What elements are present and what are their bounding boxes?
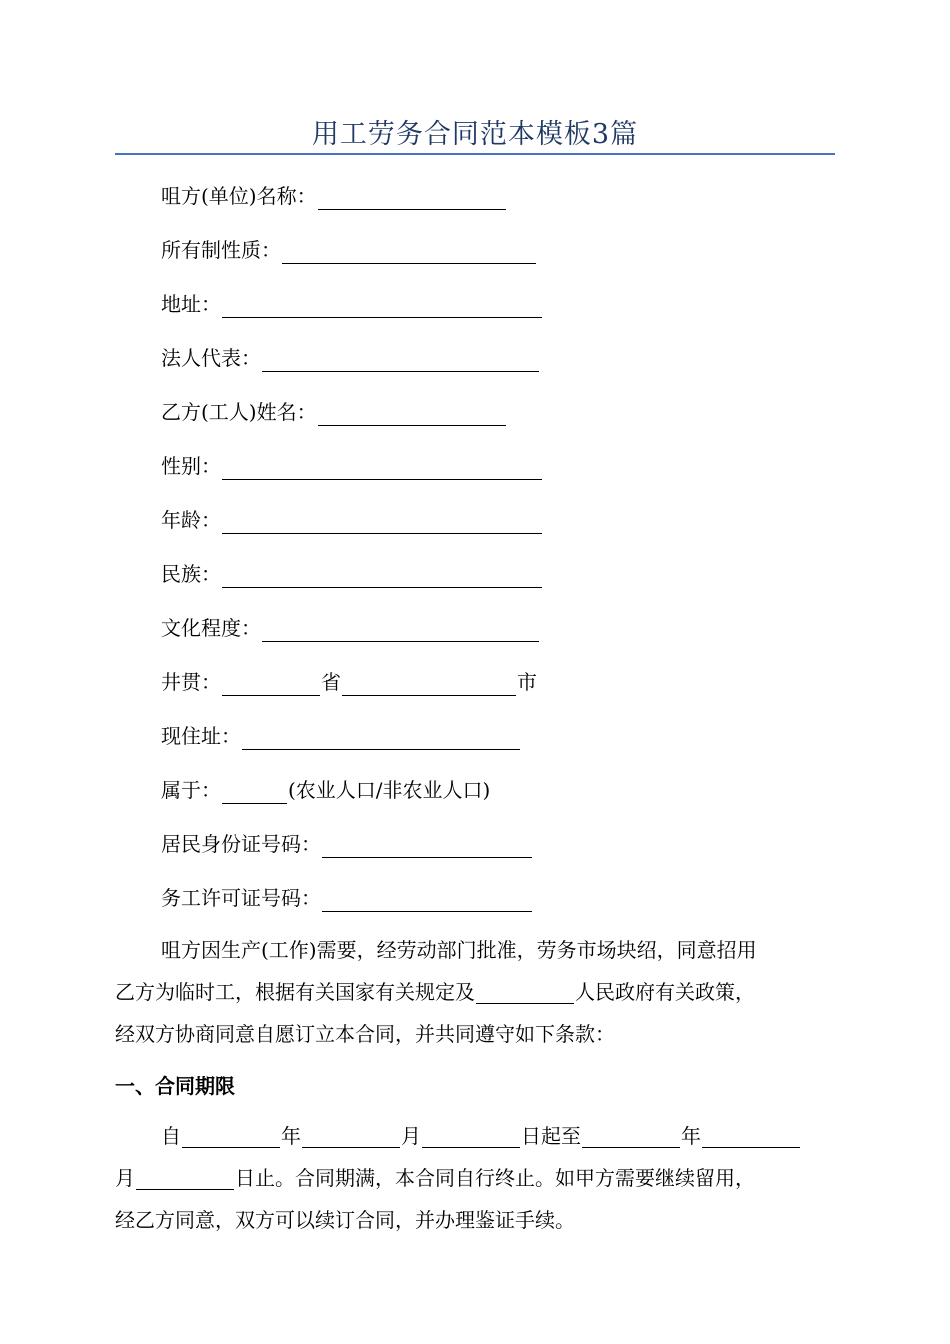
field-education (161, 614, 540, 642)
term-text-2: 日止。合同期满，本合同自行终止。如甲方需要继续留用， (235, 1166, 755, 1190)
label-id-number: 居民身份证号码： (161, 832, 321, 856)
label-city: 市 (517, 670, 537, 694)
term-line-2 (115, 1157, 835, 1199)
blank-start-day[interactable] (422, 1125, 520, 1148)
field-worker-name (161, 398, 507, 426)
field-gender (161, 452, 543, 480)
term-line-1 (115, 1115, 835, 1157)
blank-gender[interactable] (222, 457, 542, 480)
blank-end-month[interactable] (702, 1125, 800, 1148)
field-current-address (161, 722, 521, 750)
field-work-permit (161, 884, 533, 912)
field-id-number (161, 830, 533, 858)
blank-id-number[interactable] (322, 835, 532, 858)
blank-start-month[interactable] (302, 1125, 400, 1148)
term-line-3 (115, 1199, 835, 1241)
label-current-address: 现住址： (161, 724, 241, 748)
term-year2: 年 (681, 1124, 701, 1148)
blank-end-day[interactable] (136, 1167, 234, 1190)
label-worker-name: 乙方(工人)姓名： (161, 400, 317, 424)
belongs-options: (农业人口/非农业人口) (288, 778, 491, 802)
field-belongs-to (161, 776, 490, 804)
label-gender: 性别： (161, 454, 221, 478)
label-belongs-to: 属于： (161, 778, 221, 802)
intro-text-2a: 乙方为临时工，根据有关国家有关规定及 (115, 980, 475, 1004)
blank-province[interactable] (222, 673, 320, 696)
title-underline (115, 153, 835, 155)
label-ethnicity: 民族： (161, 562, 221, 586)
blank-worker-name[interactable] (318, 403, 506, 426)
term-year: 年 (281, 1124, 301, 1148)
blank-employer-name[interactable] (318, 187, 506, 210)
label-education: 文化程度： (161, 616, 261, 640)
blank-age[interactable] (222, 511, 542, 534)
blank-ownership[interactable] (282, 241, 536, 264)
term-text-3: 经乙方同意，双方可以续订合同，并办理鉴证手续。 (115, 1208, 575, 1232)
label-employer-name: 咀方(单位)名称： (161, 184, 317, 208)
blank-ethnicity[interactable] (222, 565, 542, 588)
term-month: 月 (401, 1124, 421, 1148)
field-address (161, 290, 543, 318)
blank-start-year[interactable] (182, 1125, 280, 1148)
blank-government[interactable] (476, 981, 574, 1004)
blank-legal-rep[interactable] (262, 349, 539, 372)
blank-address[interactable] (222, 295, 542, 318)
field-native-place (161, 668, 537, 696)
term-from: 自 (161, 1124, 181, 1148)
label-address: 地址： (161, 292, 221, 316)
label-work-permit: 务工许可证号码： (161, 886, 321, 910)
intro-paragraph (115, 929, 835, 1055)
term-day-to: 日起至 (521, 1124, 581, 1148)
field-employer-name (161, 182, 507, 210)
field-legal-rep (161, 344, 540, 372)
document-title: 用工劳务合同范本模板3篇 (311, 119, 639, 150)
field-ethnicity (161, 560, 543, 588)
intro-line-2 (115, 971, 835, 1013)
label-age: 年龄： (161, 508, 221, 532)
section-heading-term: 一、合同期限 (115, 1074, 235, 1098)
blank-city[interactable] (342, 673, 516, 696)
label-province: 省 (321, 670, 341, 694)
blank-belongs-to[interactable] (222, 781, 287, 804)
intro-text-1: 咀方因生产(工作)需要，经劳动部门批准，劳务市场块绍，同意招用 (161, 938, 757, 962)
label-ownership: 所有制性质： (161, 238, 281, 262)
intro-text-3: 经双方协商同意自愿订立本合同，并共同遵守如下条款： (115, 1022, 615, 1046)
blank-education[interactable] (262, 619, 539, 642)
term-month2: 月 (115, 1166, 135, 1190)
label-native-place: 井贯： (161, 670, 221, 694)
blank-current-address[interactable] (242, 727, 520, 750)
blank-work-permit[interactable] (322, 889, 532, 912)
blank-end-year[interactable] (582, 1125, 680, 1148)
field-age (161, 506, 543, 534)
label-legal-rep: 法人代表： (161, 346, 261, 370)
intro-line-1 (115, 929, 835, 971)
intro-text-2b: 人民政府有关政策， (575, 980, 755, 1004)
field-ownership (161, 236, 537, 264)
intro-line-3 (115, 1013, 835, 1055)
term-paragraph (115, 1115, 835, 1241)
